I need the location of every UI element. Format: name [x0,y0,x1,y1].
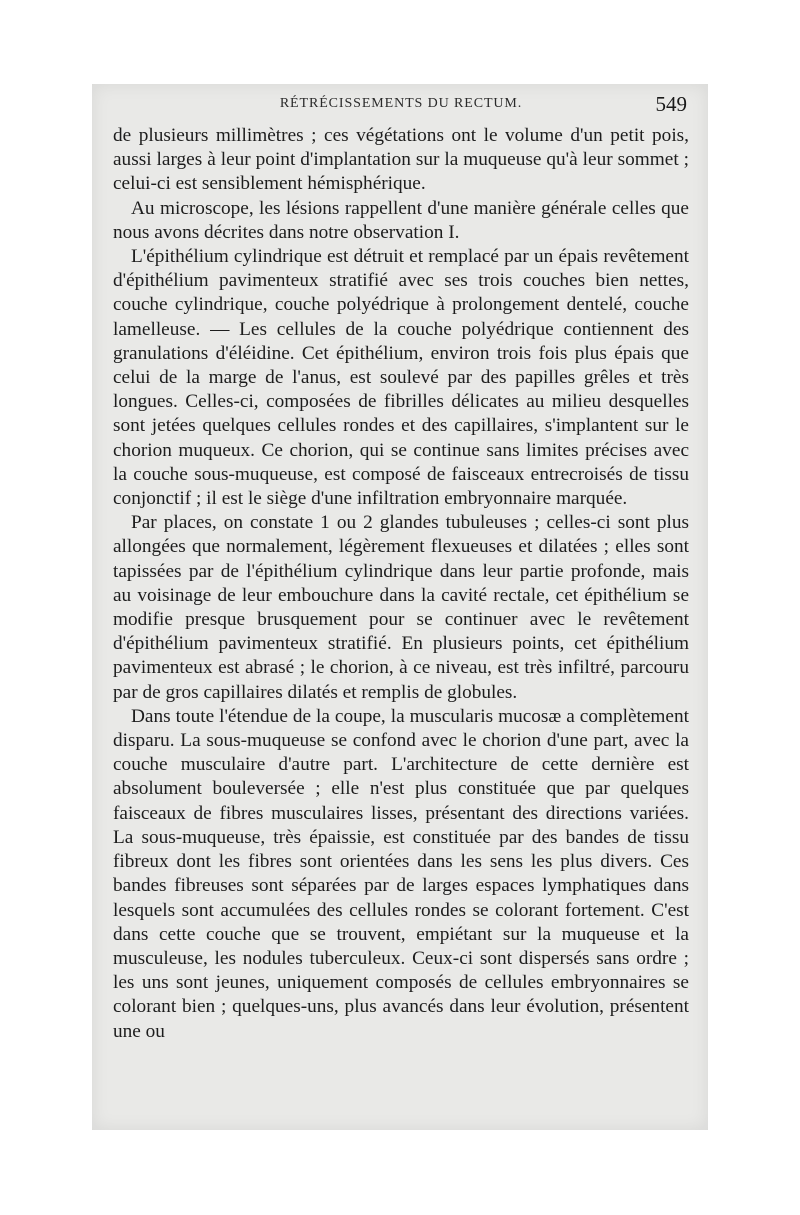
page-header [113,92,689,124]
running-head: RÉTRÉCISSEMENTS DU RECTUM. [279,96,523,111]
paragraph-continued: de plusieurs millimètres ; ces végétations ont le volume d'un petit pois, aussi larges à leur point d'implantation sur la muqueuse qu'à leur sommet ; celui-ci est sensiblement hémisphérique. [113,125,689,195]
page-number: 549 [655,92,687,116]
paragraph-microscope: Au microscope, les lésions rappellent d'une manière générale celles que nous avons décrites dans notre observation I. [113,197,689,243]
book-page [113,92,689,1044]
paragraph-muscularis: Dans toute l'étendue de la coupe, la muscularis mucosæ a complètement disparu. La sous-muqueuse se confond avec le chorion d'une part, avec la couche musculaire d'autre part. L'architecture de cette dernière est absolument bouleversée ; elle n'est plus constituée que par quelques faisceaux de fibres musculaires lisses, présentant des directions variées. La sous-muqueuse, très épaissie, est constituée par des bandes de tissu fibreux dont les fibres sont orientées dans les sens les plus divers. Ces bandes fibreuses sont séparées par de larges espaces lymphatiques dans lesquels sont accumulées des cellules rondes se colorant fortement. C'est dans cette couche que se trouvent, empiétant sur la muqueuse et la musculeuse, les nodules tuberculeux. Ceux-ci sont dispersés sans ordre ; les uns sont jeunes, uniquement composés de cellules embryonnaires se colorant bien ; quelques-uns, plus avancés dans leur évolution, présentent une ou [113,705,689,1042]
paragraph-glands: Par places, on constate 1 ou 2 glandes tubuleuses ; celles-ci sont plus allongées que normalement, légèrement flexueuses et dilatées ; elles sont tapissées par de l'épithélium cylindrique dans leur partie profonde, mais au voisinage de leur embouchure dans la cavité rectale, cet épithélium se modifie presque brusquement pour se continuer avec le revêtement d'épithélium pavimenteux stratifié. En plusieurs points, cet épithélium pavimenteux est abrasé ; le chorion, à ce niveau, est très infiltré, parcouru par de gros capillaires dilatés et remplis de globules. [113,512,689,703]
paragraph-epithelium: L'épithélium cylindrique est détruit et remplacé par un épais revêtement d'épithélium pavimenteux stratifié avec ses trois couches bien nettes, couche cylindrique, couche polyédrique à prolongement dentelé, couche lamelleuse. — Les cellules de la couche polyédrique contiennent des granulations d'éléidine. Cet épithélium, environ trois fois plus épais que celui de la marge de l'anus, est soulevé par des papilles grêles et très longues. Celles-ci, composées de fibrilles délicates au milieu desquelles sont jetées quelques cellules rondes et des capillaires, s'implantent sur le chorion muqueux. Ce chorion, qui se continue sans limites précises avec la couche sous-muqueuse, est composé de faisceaux entrecroisés de tissu conjonctif ; il est le siège d'une infiltration embryonnaire marquée. [113,246,689,510]
body-text [113,124,689,1044]
